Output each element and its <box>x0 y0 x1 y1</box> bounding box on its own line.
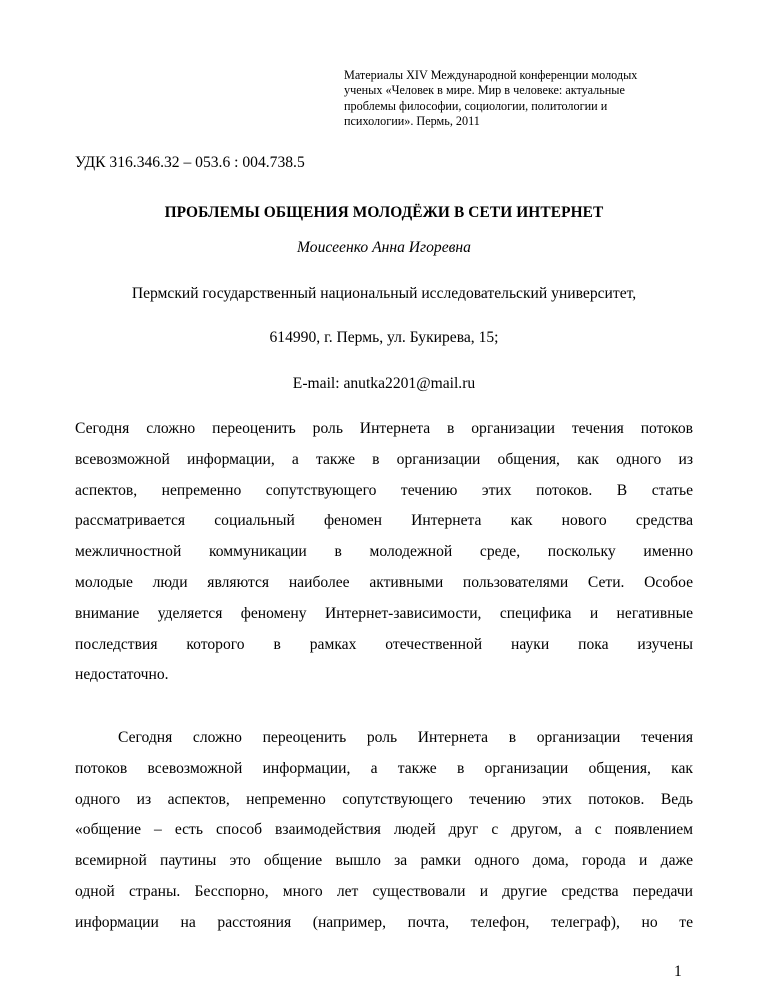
body-line: «общение – есть способ взаимодействия людей друг с другом, а с появлением <box>75 821 693 839</box>
conference-note-line: проблемы философии, социологии, политологии и <box>344 98 608 113</box>
body-line: потоков всевозможной информации, а также в организации общения, как <box>75 759 693 777</box>
abstract-line: последствия которого в рамках отечественной науки пока изучены <box>75 635 693 653</box>
paper-title: ПРОБЛЕМЫ ОБЩЕНИЯ МОЛОДЁЖИ В СЕТИ ИНТЕРНЕТ <box>164 204 604 221</box>
body-line: информации на расстояния (например, почта, телефон, телеграф), но те <box>75 913 693 931</box>
affiliation-address: 614990, г. Пермь, ул. Букирева, 15; <box>269 329 499 346</box>
udc-code: УДК 316.346.32 – 053.6 : 004.738.5 <box>75 154 305 171</box>
body-paragraph <box>75 723 693 939</box>
body-line: Сегодня сложно переоценить роль Интернета в организации течения <box>118 729 693 746</box>
conference-note-line: ученых «Человек в мире. Мир в человеке: актуальные <box>344 83 625 98</box>
abstract <box>75 414 693 691</box>
body-line: одной страны. Бесспорно, много лет существовали и другие средства передачи <box>75 882 693 900</box>
abstract-line: аспектов, непременно сопутствующего течению этих потоков. В статье <box>75 481 693 499</box>
abstract-line: всевозможной информации, а также в организации общения, как одного из <box>75 450 693 468</box>
conference-note-line: Материалы XIV Международной конференции молодых <box>344 68 638 82</box>
abstract-line: рассматривается социальный феномен Интернета как нового средства <box>75 512 693 530</box>
abstract-line: недостаточно. <box>75 666 169 684</box>
affiliation-email: E-mail: anutka2201@mail.ru <box>292 375 476 392</box>
abstract-line: внимание уделяется феномену Интернет-зависимости, специфика и негативные <box>75 604 693 622</box>
conference-note-line: психологии». Пермь, 2011 <box>344 114 480 129</box>
abstract-line: Сегодня сложно переоценить роль Интернета в организации течения потоков <box>75 420 693 437</box>
body-line: одного из аспектов, непременно сопутствующего течению этих потоков. Ведь <box>75 790 693 808</box>
abstract-line: молодые люди являются наиболее активными пользователями Сети. Особое <box>75 573 693 591</box>
author-name: Моисеенко Анна Игоревна <box>297 239 471 256</box>
affiliation-university: Пермский государственный национальный исследовательский университет, <box>131 285 637 302</box>
body-line: всемирной паутины это общение вышло за рамки одного дома, города и даже <box>75 852 693 870</box>
conference-note <box>344 68 724 130</box>
abstract-line: межличностной коммуникации в молодежной среде, поскольку именно <box>75 543 693 561</box>
page-number: 1 <box>674 963 682 980</box>
